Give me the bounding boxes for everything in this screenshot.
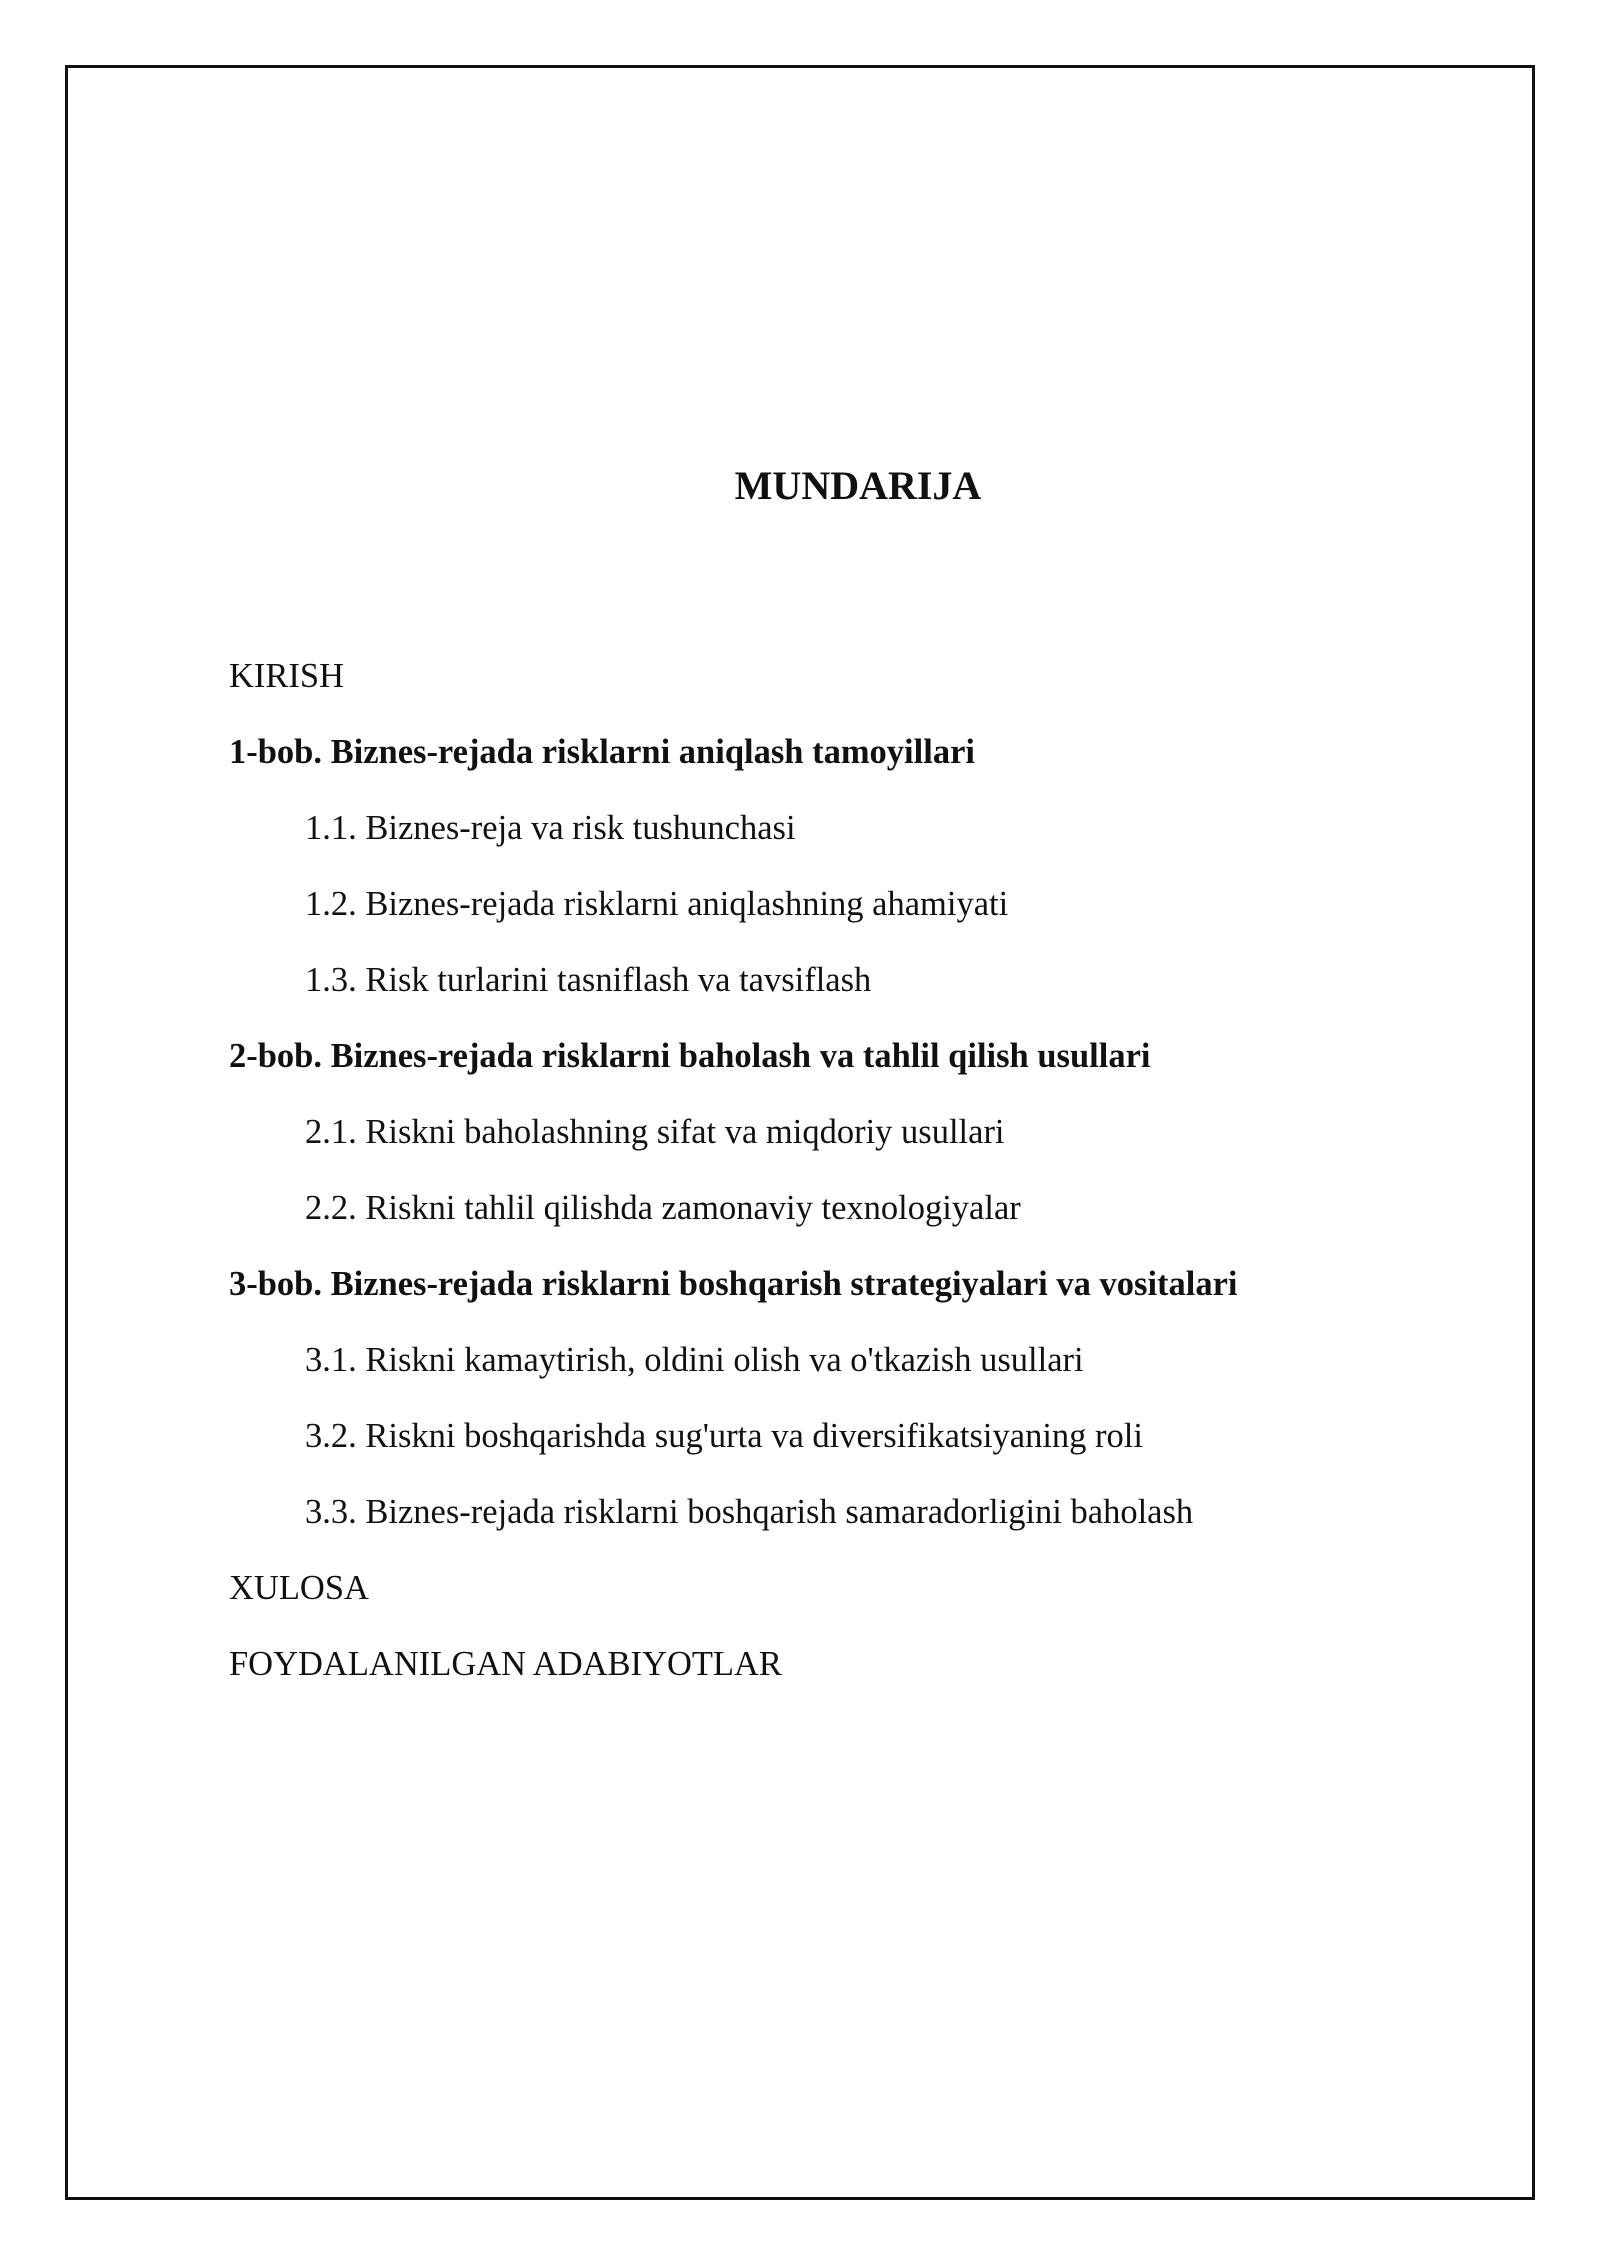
toc-entry-section-1-2: 1.2. Biznes-rejada risklarni aniqlashning ahamiyati: [305, 885, 1009, 923]
toc-entry-chapter-2: 2-bob. Biznes-rejada risklarni baholash va tahlil qilish usullari: [229, 1037, 1151, 1075]
toc-entry-references: FOYDALANILGAN ADABIYOTLAR: [229, 1645, 782, 1683]
page-title: MUNDARIJA: [734, 463, 982, 508]
toc-entry-section-1-1: 1.1. Biznes-reja va risk tushunchasi: [305, 809, 796, 847]
toc-entry-section-1-3: 1.3. Risk turlarini tasniflash va tavsiflash: [305, 961, 872, 999]
toc-entry-section-3-3: 3.3. Biznes-rejada risklarni boshqarish samaradorligini baholash: [305, 1493, 1194, 1531]
toc-entry-section-2-1: 2.1. Riskni baholashning sifat va miqdoriy usullari: [305, 1113, 1005, 1151]
toc-entry-chapter-3: 3-bob. Biznes-rejada risklarni boshqarish strategiyalari va vositalari: [229, 1265, 1238, 1303]
toc-entry-section-3-1: 3.1. Riskni kamaytirish, oldini olish va o'tkazish usullari: [305, 1341, 1084, 1379]
toc-entry-section-2-2: 2.2. Riskni tahlil qilishda zamonaviy texnologiyalar: [305, 1189, 1021, 1227]
toc-entry-section-3-2: 3.2. Riskni boshqarishda sug'urta va diversifikatsiyaning roli: [305, 1417, 1143, 1455]
table-of-contents: [229, 638, 1449, 1702]
toc-entry-chapter-1: 1-bob. Biznes-rejada risklarni aniqlash tamoyillari: [229, 733, 975, 771]
toc-entry-conclusion: XULOSA: [229, 1569, 369, 1607]
toc-entry-introduction: KIRISH: [229, 657, 345, 695]
